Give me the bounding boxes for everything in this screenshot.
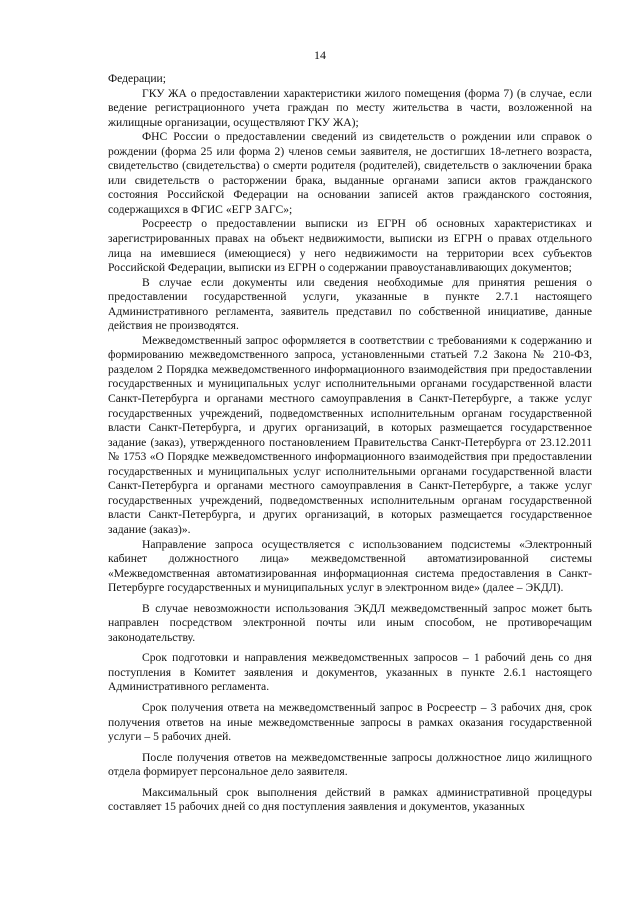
paragraph: Максимальный срок выполнения действий в рамках административной процедуры составляет 15 рабочих дней со дня поступления заявления и документов, указанных — [108, 785, 592, 814]
paragraph: Росреестр о предоставлении выписки из ЕГРН об основных характеристиках и зарегистрированных правах на объект недвижимости, выписки из ЕГРН о правах отдельного лица на имевшиеся (имеющиеся) у него недвижимости на территории всех субъектов Российской Федерации, выписки из ЕГРН о содержании правоустанавливающих документов; — [108, 217, 592, 275]
paragraph: В случае невозможности использования ЭКДЛ межведомственный запрос может быть направлен посредством электронной почты или иным способом, не противоречащим законодательству. — [108, 601, 592, 644]
paragraph: Межведомственный запрос оформляется в соответствии с требованиями к содержанию и формированию межведомственного запроса, установленными статьей 7.2 Закона № 210-ФЗ, разделом 2 Порядка межведомственного информационного взаимодействия при предоставлении государственных и муниципальных услуг исполнительными органами государственной власти Санкт-Петербурга и органами местного самоуправления в Санкт-Петербурге, а также услуг государственных учреждений, подведомственных исполнительным органам государственной власти Санкт-Петербурга, и других организаций, в которых размещается государственное задание (заказ), утвержденного постановлением Правительства Санкт-Петербурга от 23.12.2011 № 1753 «О Порядке межведомственного информационного взаимодействия при предоставлении государственных и муниципальных услуг исполнительными органами государственной власти Санкт-Петербурга и органами местного самоуправления в Санкт-Петербурге, а также услуг государственных учреждений, подведомственных исполнительным органам государственной власти Санкт-Петербурга, и других организаций, в которых размещается государственное задание (заказ)». — [108, 333, 592, 536]
paragraph: ГКУ ЖА о предоставлении характеристики жилого помещения (форма 7) (в случае, если ведение регистрационного учета граждан по месту жительства в части, возложенной на жилищные организации, осуществляют ГКУ ЖА); — [108, 86, 592, 129]
paragraph: Срок получения ответа на межведомственный запрос в Росреестр – 3 рабочих дня, срок получения ответов на иные межведомственные запросы в рамках оказания государственной услуги – 5 рабочих дней. — [108, 700, 592, 744]
paragraph: В случае если документы или сведения необходимые для принятия решения о предоставлении государственной услуги, указанные в пункте 2.7.1 настоящего Административного регламента, заявитель представил по собственной инициативе, данные действия не производятся. — [108, 275, 592, 333]
paragraph: Срок подготовки и направления межведомственных запросов – 1 рабочий день со дня поступления в Комитет заявления и документов, указанных в пункте 2.6.1 настоящего Административного регламента. — [108, 651, 592, 694]
paragraph: Федерации; — [108, 72, 166, 85]
body-text — [108, 72, 592, 815]
page-number: 14 — [314, 48, 326, 62]
paragraph: После получения ответов на межведомственные запросы должностное лицо жилищного отдела формирует персональное дело заявителя. — [108, 750, 592, 779]
paragraph: ФНС России о предоставлении сведений из свидетельств о рождении или справок о рождении (форма 25 или форма 2) членов семьи заявителя, не достигших 18-летнего возраста, свидетельство (свидетельства) о смерти родителя (родителей), свидетельств о заключении брака или свидетельств о расторжении брака, выданные органами записи актов гражданского состояния Российской Федерации на основании записей актов гражданского состояния, содержащихся в ФГИС «ЕГР ЗАГС»; — [108, 130, 592, 216]
paragraph: Направление запроса осуществляется с использованием подсистемы «Электронный кабинет должностного лица» межведомственной автоматизированной системы «Межведомственная автоматизированная информационная система предоставления в Санкт-Петербурге государственных и муниципальных услуг в электронном виде» (далее – ЭКДЛ). — [108, 537, 592, 595]
